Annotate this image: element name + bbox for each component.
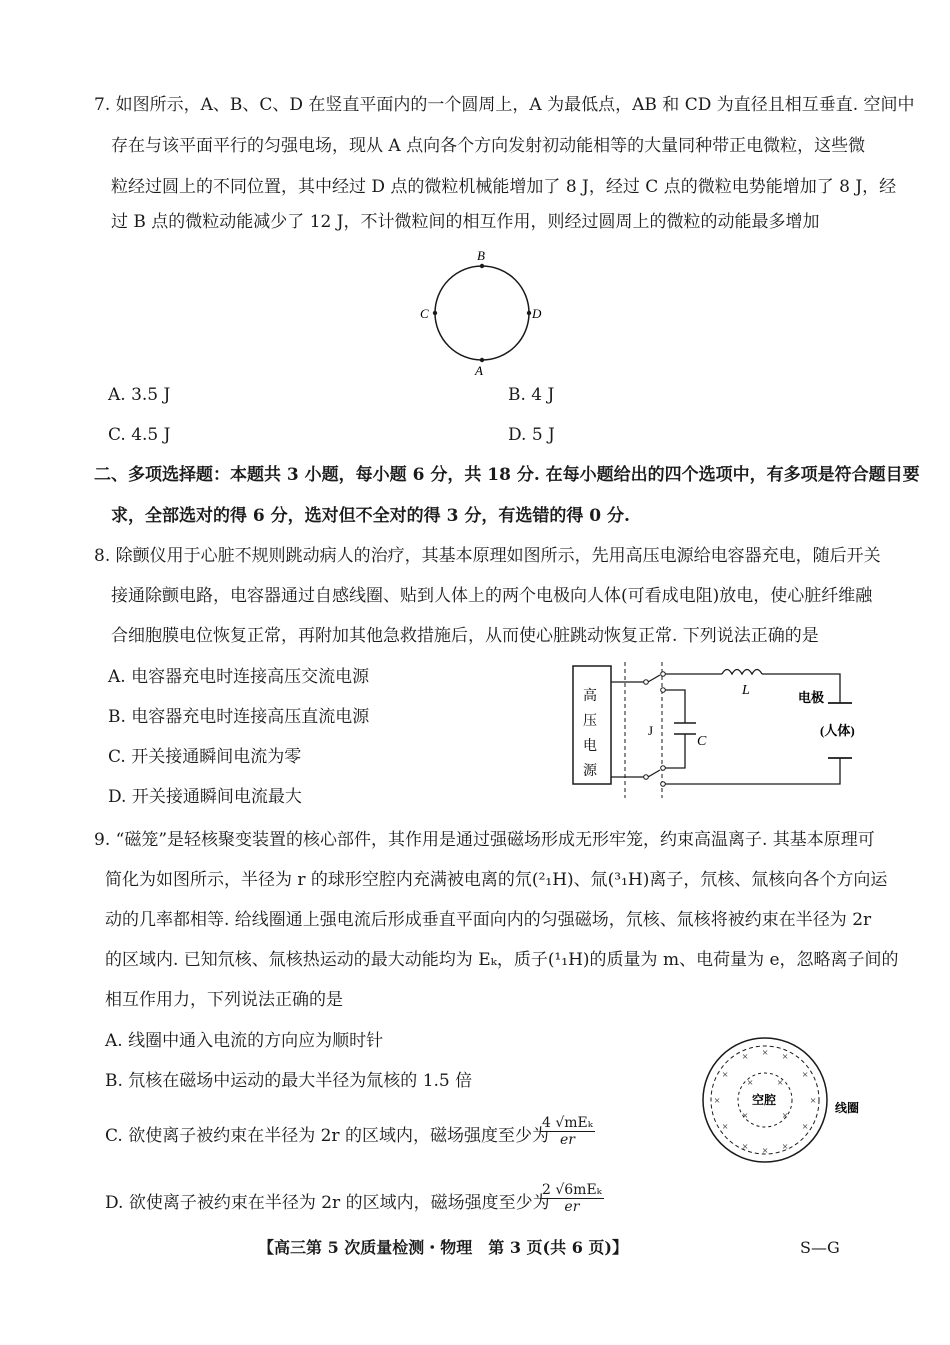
q9-option-a: A. 线圈中通入电流的方向应为顺时针 (105, 1031, 384, 1051)
field-cross-mark: × (742, 1051, 749, 1063)
section2-line-2: 求，全部选对的得 6 分，选对但不全对的得 3 分，有选错的得 0 分. (111, 506, 630, 526)
field-cross-mark: × (762, 1145, 769, 1157)
electrode-label: 电极 (798, 690, 825, 705)
q9-line-1: 9. “磁笼”是轻核聚变装置的核心部件，其作用是通过强磁场形成无形牢笼，约束高温离子. 其基本原理可 (94, 830, 875, 850)
field-cross-mark: × (722, 1121, 729, 1133)
q9-option-d: D. 欲使离子被约束在半径为 2r 的区域内，磁场强度至少为 (105, 1193, 550, 1213)
field-cross-mark: × (810, 1095, 817, 1107)
source-char-4: 源 (583, 764, 597, 779)
q8-option-b: B. 电容器充电时连接高压直流电源 (108, 707, 370, 727)
source-char-3: 电 (583, 739, 597, 754)
q9-line-5: 相互作用力，下列说法正确的是 (105, 990, 343, 1010)
field-cross-mark: × (782, 1141, 789, 1153)
field-cross-mark: × (742, 1110, 749, 1122)
field-cross-mark: × (782, 1051, 789, 1063)
q9-option-c: C. 欲使离子被约束在半径为 2r 的区域内，磁场强度至少为 (105, 1126, 549, 1146)
field-cross-mark: × (714, 1095, 721, 1107)
footer-title: 【高三第 5 次质量检测・物理 第 3 页(共 6 页)】 (258, 1238, 628, 1257)
cavity-label: 空腔 (752, 1093, 777, 1107)
q7-line-3: 粒经过圆上的不同位置，其中经过 D 点的微粒机械能增加了 8 J，经过 C 点的微粒电势能增加了 8 J，经 (111, 177, 897, 197)
field-cross-mark: × (747, 1077, 754, 1089)
q7-line-1: 7. 如图所示，A、B、C、D 在竖直平面内的一个圆周上，A 为最低点，AB 和 CD 为直径且相互垂直. 空间中 (94, 95, 915, 115)
q9-line-3: 动的几率都相等. 给线圈通上强电流后形成垂直平面向内的匀强磁场，氘核、氚核将被约束在半径为 2r (105, 910, 872, 930)
q8-option-a: A. 电容器充电时连接高压交流电源 (108, 667, 370, 687)
point-a-label: A (475, 363, 483, 378)
frac-c-numerator: 4 √mEₖ (542, 1115, 593, 1131)
coil-label: 线圈 (835, 1101, 860, 1115)
q9-option-b: B. 氘核在磁场中运动的最大半径为氚核的 1.5 倍 (105, 1071, 473, 1091)
field-cross-mark: × (777, 1077, 784, 1089)
body-label: (人体) (820, 723, 855, 738)
frac-d-denominator: er (564, 1199, 580, 1215)
q8-option-c: C. 开关接通瞬间电流为零 (108, 747, 302, 767)
footer-code: S—G (800, 1238, 840, 1257)
field-cross-mark: × (762, 1047, 769, 1059)
point-d-label: D (532, 306, 542, 321)
field-cross-mark: × (802, 1069, 809, 1081)
section2-line-1: 二、多项选择题：本题共 3 小题，每小题 6 分，共 18 分. 在每小题给出的四个选项中，有多项是符合题目要 (94, 465, 920, 485)
field-cross-mark: × (742, 1141, 749, 1153)
magnetic-cage-figure (695, 1030, 870, 1170)
source-char-1: 高 (583, 689, 597, 704)
source-char-2: 压 (583, 714, 597, 729)
capacitor-label: C (697, 734, 707, 749)
switch-label: J (648, 723, 654, 738)
point-b-label: B (477, 248, 485, 263)
point-c-label: C (420, 306, 429, 321)
q8-line-2: 接通除颤电路，电容器通过自感线圈、贴到人体上的两个电极向人体(可看成电阻)放电，使心脏纤维融 (111, 586, 873, 606)
q7-option-a: A. 3.5 J (108, 385, 171, 405)
field-cross-mark: × (722, 1069, 729, 1081)
frac-d-numerator: 2 √6mEₖ (542, 1182, 602, 1198)
field-cross-mark: × (782, 1110, 789, 1122)
q7-circle-figure (415, 245, 550, 380)
q9-option-d-fraction (540, 1182, 604, 1215)
q8-option-d: D. 开关接通瞬间电流最大 (108, 787, 302, 807)
q9-option-c-fraction (540, 1115, 595, 1148)
q7-option-b: B. 4 J (508, 385, 555, 405)
q7-line-4: 过 B 点的微粒动能减少了 12 J，不计微粒间的相互作用，则经过圆周上的微粒的动能最多增加 (111, 212, 820, 232)
q7-line-2: 存在与该平面平行的匀强电场，现从 A 点向各个方向发射初动能相等的大量同种带正电微粒，这些微 (111, 136, 866, 156)
q9-line-2: 简化为如图所示，半径为 r 的球形空腔内充满被电离的氘(²₁H)、氚(³₁H)离子，氘核、氚核向各个方向运 (105, 870, 888, 890)
q8-line-3: 合细胞膜电位恢复正常，再附加其他急救措施后，从而使心脏跳动恢复正常. 下列说法正确的是 (111, 626, 819, 646)
field-cross-mark: × (802, 1121, 809, 1133)
inductor-label: L (742, 683, 750, 698)
q9-line-4: 的区域内. 已知氘核、氚核热运动的最大动能均为 Eₖ，质子(¹₁H)的质量为 m、电荷量为 e，忽略离子间的 (105, 950, 899, 970)
q8-line-1: 8. 除颤仪用于心脏不规则跳动病人的治疗，其基本原理如图所示，先用高压电源给电容器充电，随后开关 (94, 546, 881, 566)
q7-option-d: D. 5 J (508, 425, 555, 445)
q7-option-c: C. 4.5 J (108, 425, 171, 445)
defibrillator-circuit (570, 660, 870, 800)
frac-c-denominator: er (559, 1132, 575, 1148)
